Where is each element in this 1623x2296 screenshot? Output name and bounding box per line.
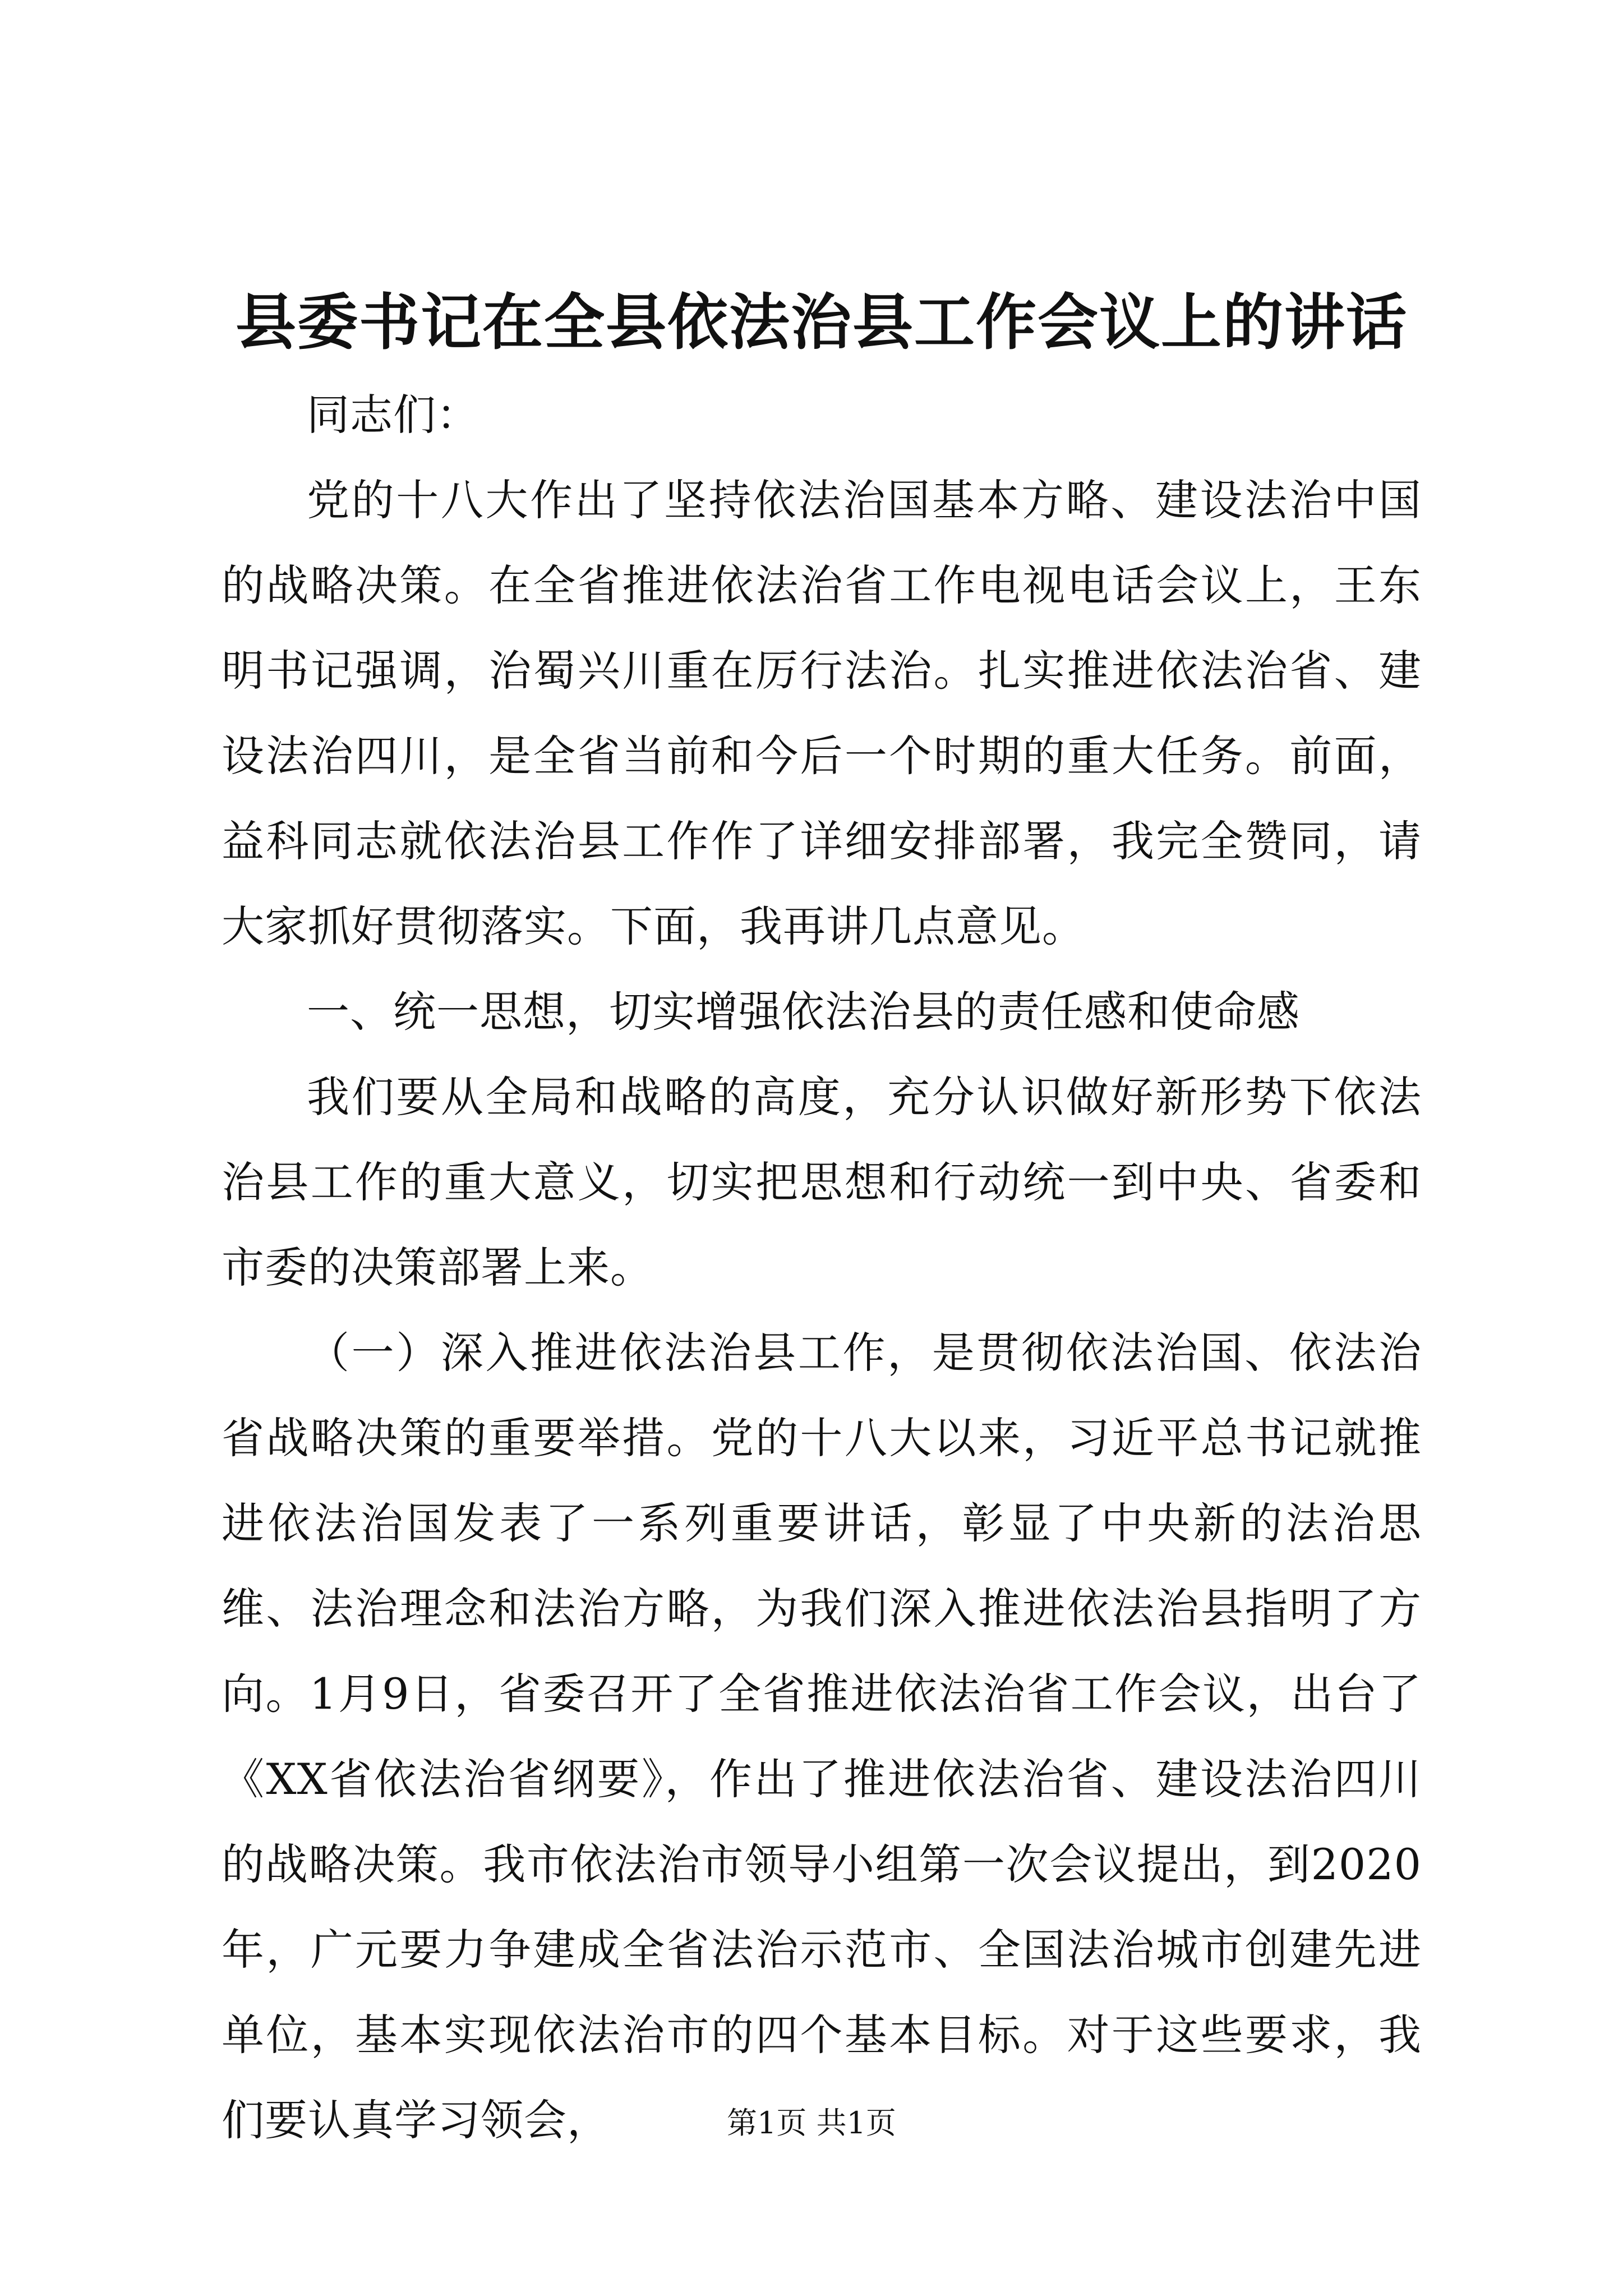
page-footer: 第1页 共1页 (727, 2105, 896, 2141)
document-body (222, 280, 1422, 2163)
document-title: 县委书记在全县依法治县工作会议上的讲话 (235, 287, 1408, 358)
section-heading-1: 一、统一思想，切实增强依法治县的责任感和使命感 (307, 987, 1300, 1037)
greeting: 同志们： (307, 390, 479, 440)
paragraph-intro: 党的十八大作出了坚持依法治国基本方略、建设法治中国的战略决策。在全省推进依法治省工作电视电话会议上，王东明书记强调，治蜀兴川重在厉行法治。扎实推进依法治省、建设法治四川，是全省当前和今后一个时期的重大任务。前面，益科同志就依法治县工作作了详细安排部署，我完全赞同，请大家抓好贯彻落实。下面，我再讲几点意见。 (222, 475, 1422, 951)
paragraph-section-1-intro: 我们要从全局和战略的高度，充分认识做好新形势下依法治县工作的重大意义，切实把思想和行动统一到中央、省委和市委的决策部署上来。 (222, 1072, 1422, 1292)
paragraph-point-1: （一）深入推进依法治县工作，是贯彻依法治国、依法治省战略决策的重要举措。党的十八大以来，习近平总书记就推进依法治国发表了一系列重要讲话，彰显了中央新的法治思维、法治理念和法治方略，为我们深入推进依法治县指明了方向。1月9日，省委召开了全省推进依法治省工作会议，出台了《XX省依法治省纲要》，作出了推进依法治省、建设法治四川的战略决策。我市依法治市领导小组第一次会议提出，到2020年，广元要力争建成全省法治示范市、全国法治城市创建先进单位，基本实现依法治市的四个基本目标。对于这些要求，我们要认真学习领会， (222, 1328, 1422, 2145)
